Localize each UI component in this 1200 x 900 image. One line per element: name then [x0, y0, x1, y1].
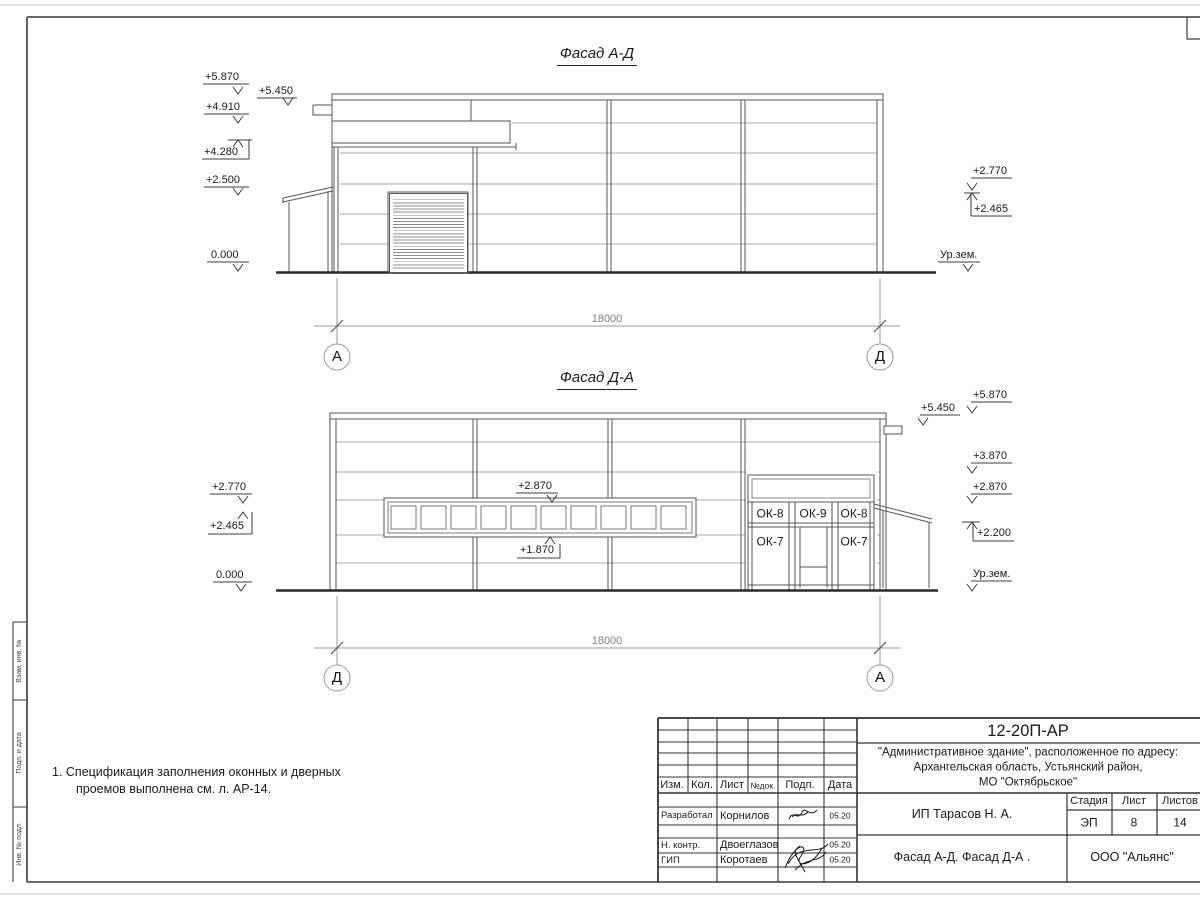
mark-bot-2465: +2.465 — [210, 520, 244, 532]
row-date-ncontrol: 05.20 — [829, 839, 851, 850]
axis-bubble-a-top: А — [331, 347, 343, 365]
signature-developer — [789, 810, 817, 819]
signatures — [785, 810, 828, 872]
axis-bubble-d-bottom: Д — [331, 668, 343, 686]
roller-door — [389, 193, 468, 273]
window-label-ok9: ОК-9 — [799, 506, 827, 521]
sheets-value: 14 — [1173, 815, 1187, 830]
object-line-2: Архангельская область, Устьянский район, — [913, 761, 1143, 774]
signature-gip — [785, 844, 828, 872]
mark-window-bottom: +1.870 — [520, 544, 554, 556]
dimension-value-bottom: 18000 — [591, 635, 623, 647]
stage-label: Стадия — [1070, 794, 1108, 807]
dimension-value-top: 18000 — [591, 313, 623, 325]
stage-value: ЭП — [1080, 815, 1098, 830]
facade-da-drawing — [208, 402, 1014, 691]
row-name-gip: Коротаев — [720, 854, 768, 866]
col-header-podp: Подп. — [785, 778, 815, 791]
doc-number: 12-20П-АР — [987, 721, 1069, 740]
ground-label-top: Ур.зем. — [940, 249, 978, 261]
sheet-value: 8 — [1130, 815, 1138, 830]
mark-bot-3870: +3.870 — [973, 450, 1007, 462]
mark-top-2770: +2.770 — [973, 165, 1007, 177]
row-date-developer: 05.20 — [829, 810, 851, 821]
mark-window-top: +2.870 — [518, 480, 552, 492]
row-role-ncontrol: Н. контр. — [661, 840, 701, 851]
col-header-kol: Кол. — [691, 778, 713, 791]
row-role-gip: ГИП — [661, 855, 680, 866]
mark-bot-0000: 0.000 — [216, 569, 244, 581]
window-label-ok7-right: ОК-7 — [840, 534, 868, 549]
row-name-developer: Корнилов — [720, 810, 770, 822]
mark-bot-2870: +2.870 — [973, 481, 1007, 493]
mark-bot-5870: +5.870 — [973, 389, 1007, 401]
object-line-3: МО "Октябрьское" — [978, 776, 1078, 789]
col-header-izm: Изм. — [660, 778, 684, 791]
axis-bubble-d-top: Д — [874, 347, 886, 365]
mark-top-4280: +4.280 — [204, 146, 238, 158]
window-label-ok8-right: ОК-8 — [840, 506, 868, 521]
company-name: ООО "Альянс" — [1090, 850, 1174, 865]
note-line-1: 1. Спецификация заполнения оконных и дверных — [52, 765, 341, 779]
row-name-ncontrol: Двоеглазов — [720, 839, 779, 851]
note-line-2: проемов выполнена см. л. АР-14. — [76, 782, 272, 796]
mark-bot-5450: +5.450 — [921, 402, 955, 414]
mark-bot-2200: +2.200 — [977, 527, 1011, 539]
strip-label-inv: Инв. № подл. — [16, 822, 24, 866]
strip-label-vzam: Взам. инв. № — [16, 639, 24, 683]
window-label-ok8-left: ОК-8 — [756, 506, 784, 521]
object-line-1: "Административное здание", расположенное по адресу: — [877, 746, 1179, 759]
axis-bubble-a-bottom: А — [874, 668, 886, 686]
mark-top-2500: +2.500 — [206, 174, 240, 186]
client-name: ИП Тарасов Н. А. — [911, 807, 1013, 822]
mark-bot-2770: +2.770 — [212, 481, 246, 493]
facade-ad-title: Фасад А-Д — [557, 46, 637, 66]
mark-top-2465: +2.465 — [974, 203, 1008, 215]
mark-top-4910: +4.910 — [206, 101, 240, 113]
col-header-data: Дата — [827, 778, 853, 791]
window-label-ok7-left: ОК-7 — [756, 534, 784, 549]
ground-label-bottom: Ур.зем. — [973, 568, 1011, 580]
mark-top-0000: 0.000 — [211, 249, 239, 261]
facade-ad-drawing — [202, 84, 1012, 370]
row-role-developer: Разработал — [661, 810, 713, 821]
sheet-title: Фасад А-Д. Фасад Д-А . — [893, 850, 1031, 865]
strip-label-podp: Подп. и дата — [16, 732, 24, 774]
mark-top-5870: +5.870 — [205, 71, 239, 83]
col-header-list: Лист — [720, 778, 744, 791]
sheets-label: Листов — [1162, 794, 1198, 807]
mark-top-5450: +5.450 — [259, 85, 293, 97]
col-header-ndok: №док. — [750, 780, 776, 791]
row-date-gip: 05.20 — [829, 854, 851, 865]
facade-da-title: Фасад Д-А — [557, 370, 637, 390]
sheet-label: Лист — [1122, 794, 1146, 807]
